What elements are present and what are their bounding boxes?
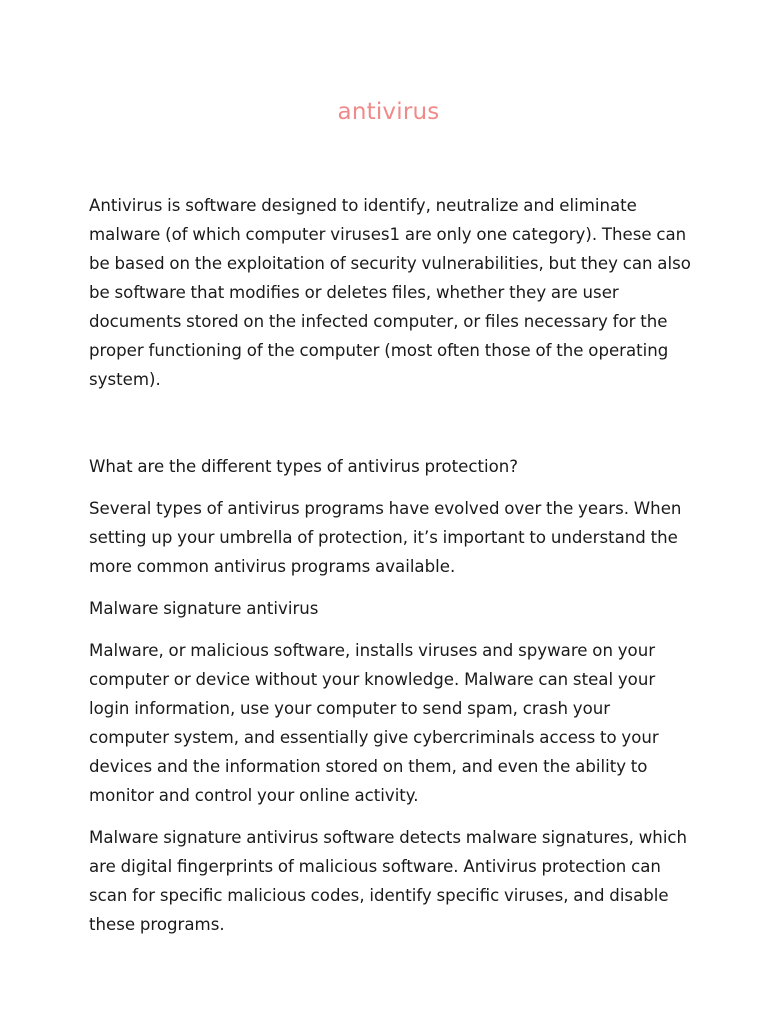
text-line: What are the different types of antivirus protection? [89, 457, 519, 476]
paragraph-signature [89, 823, 688, 939]
text-line: Malware signature antivirus software detects malware signatures, which [89, 828, 688, 847]
text-line: login information, use your computer to send spam, crash your [89, 699, 611, 718]
text-line: system). [89, 370, 161, 389]
text-line: monitor and control your online activity. [89, 786, 419, 805]
paragraph-types [89, 494, 688, 581]
text-line: Malware, or malicious software, installs viruses and spyware on your [89, 641, 656, 660]
text-line: these programs. [89, 915, 225, 934]
text-line: computer or device without your knowledge. Malware can steal your [89, 670, 656, 689]
text-line: be software that modifies or deletes files, whether they are user [89, 283, 619, 302]
text-line: malware (of which computer viruses1 are only one category). These can [89, 225, 687, 244]
text-line: setting up your umbrella of protection, it’s important to understand the [89, 528, 678, 547]
text-line: Several types of antivirus programs have evolved over the years. When [89, 499, 682, 518]
text-line: documents stored on the infected computer, or files necessary for the [89, 312, 668, 331]
text-line: Malware signature antivirus [89, 599, 319, 618]
text-line: be based on the exploitation of security vulnerabilities, but they can also [89, 254, 691, 273]
paragraph-malware [89, 636, 688, 810]
text-line: Antivirus is software designed to identify, neutralize and eliminate [89, 196, 637, 215]
paragraph-intro [89, 191, 691, 394]
text-line: devices and the information stored on them, and even the ability to [89, 757, 648, 776]
document-title: antivirus [337, 99, 440, 125]
text-line: more common antivirus programs available. [89, 557, 456, 576]
paragraph-subheading [89, 594, 688, 623]
text-line: are digital fingerprints of malicious software. Antivirus protection can [89, 857, 661, 876]
paragraph-question [89, 452, 688, 481]
text-line: computer system, and essentially give cybercriminals access to your [89, 728, 659, 747]
text-line: proper functioning of the computer (most often those of the operating [89, 341, 669, 360]
text-line: scan for specific malicious codes, identify specific viruses, and disable [89, 886, 669, 905]
